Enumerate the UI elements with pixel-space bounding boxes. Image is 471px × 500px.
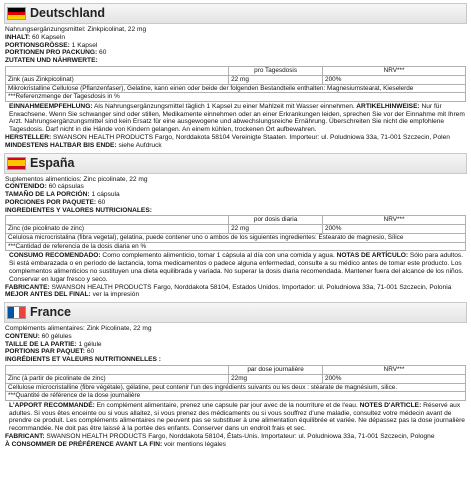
section-header bbox=[4, 153, 467, 174]
table-cell: 200% bbox=[323, 225, 466, 234]
info-line: CONTENIDO: 60 cápsulas bbox=[5, 183, 84, 191]
manufacturer-paragraph: FABRICANTE: SWANSON HEALTH PRODUCTS Fargo, Norddakota 58104, Estados Unidos. Importador: ul. Poludniowa 33a, 71-001 Szczecin, Polonia bbox=[5, 283, 452, 291]
product-line: Nahrungsergänzungsmittel: Zinkpicolinat, 22 mg bbox=[5, 26, 147, 33]
flag-fr-icon bbox=[7, 306, 26, 319]
table-cell: Zink (aus Zinkpicolinat) bbox=[6, 75, 229, 84]
table-cell: 200% bbox=[323, 374, 466, 383]
table-header-cell bbox=[6, 216, 229, 225]
section-header bbox=[4, 302, 467, 323]
nutrition-table bbox=[5, 215, 466, 234]
usage-paragraph: CONSUMO RECOMENDADO: Como complemento alimenticio, tomar 1 cápsula al día con una comida y agua. NOTAS DE ARTÍCULO: Sólo para adultos. Si está embarazada o en período de lactancia, toma medicamentos o padece alguna enfermedad, consulte a su médico antes de tomar este producto. Los complementos alimenticios no sustituyen una dieta equilibrada y variada. No superar la dosis diaria recomendada. Mantener fuera del alcance de los niños. Conservar en lugar fresco y seco. bbox=[9, 252, 464, 283]
info-line: INHALT: 60 Kapseln bbox=[5, 33, 65, 41]
country-title: France bbox=[30, 305, 71, 320]
info-line: PORTIONSGRÖSSE: 1 Kapsel bbox=[5, 41, 98, 49]
nutrition-table bbox=[5, 66, 466, 85]
info-line: TAILLE DE LA PARTIE: 1 gélule bbox=[5, 340, 102, 348]
ingredients-text: Mikrokristalline Cellulose (Pflanzenfaser), Gelatine, kann einen oder beide der folgenden Bestandteile enthalten: Magnesiumstearat, Kieselerde bbox=[5, 85, 466, 94]
section-de bbox=[4, 3, 467, 153]
info-line: CONTENU: 60 gélules bbox=[5, 332, 72, 340]
info-line: PORTIONS PAR PAQUET: 60 bbox=[5, 348, 95, 356]
nutrition-table bbox=[5, 365, 466, 384]
footnote-text: ***Referenzmenge der Tagesdosis in % bbox=[5, 93, 466, 102]
table-cell: 22 mg bbox=[229, 225, 323, 234]
table-header-cell bbox=[6, 365, 229, 374]
country-title: Deutschland bbox=[30, 6, 106, 21]
section-fr bbox=[4, 302, 467, 452]
info-line: TAMAÑO DE LA PORCIÓN: 1 cápsula bbox=[5, 191, 120, 199]
table-header-row bbox=[6, 66, 466, 75]
info-line: ZUTATEN UND NÄHRWERTE: bbox=[5, 57, 98, 65]
table-header-row bbox=[6, 216, 466, 225]
flag-es-icon bbox=[7, 157, 26, 170]
table-cell: 200% bbox=[323, 75, 466, 84]
footnote-text: ***Quantité de référence de la dose journalière bbox=[5, 392, 466, 401]
table-header-cell: NRV*** bbox=[323, 216, 466, 225]
table-header-cell: por dosis diaria bbox=[229, 216, 323, 225]
section-content bbox=[4, 323, 467, 452]
ingredients-text: Cellulose microcristalline (fibre végétale), gélatine, peut contenir l'un des ingrédients suivants ou les deux : stéarate de magnésium, silice. bbox=[5, 384, 466, 393]
info-line: PORCIONES POR PAQUETE: 60 bbox=[5, 198, 106, 206]
section-content bbox=[4, 24, 467, 153]
table-header-cell: pro Tagesdosis bbox=[229, 66, 323, 75]
table-row bbox=[6, 225, 466, 234]
table-cell: Zinc (de picolinato de zinc) bbox=[6, 225, 229, 234]
usage-paragraph: L'APPORT RECOMMANDÉ: En complément alimentaire, prenez une capsule par jour avec de la nourriture et de l'eau. NOTES D'ARTICLE: Réservé aux adultes. Si vous êtes enceinte ou si vous allaitez, si vous prenez des médicaments ou si vous souffrez d'une maladie, consultez votre médecin avant de prendre ce produit. Les compléments alimentaires ne peuvent pas se substituer à une alimentation équilibrée et variée. Ne dépassez pas la dose journalière recommandée. Ne doit pas être laissé à la portée des enfants. Conserver dans un endroit frais et sec. bbox=[9, 401, 465, 433]
manufacturer-paragraph: HERSTELLER: SWANSON HEALTH PRODUCTS Fargo, Norddakota 58104 Vereinigte Staaten. Importeur: ul. Poludniowa 33a, 71-001 Szczecin, Polen bbox=[5, 133, 450, 141]
best-before-paragraph: MINDESTENS HALTBAR BIS ENDE: siehe Aufdruck bbox=[5, 141, 162, 149]
table-header-cell: NRV*** bbox=[323, 66, 466, 75]
info-line: INGREDIENTES Y VALORES NUTRICIONALES: bbox=[5, 206, 152, 214]
table-row bbox=[6, 374, 466, 383]
country-title: España bbox=[30, 155, 75, 170]
usage-paragraph: EINNAHMEEMPFEHLUNG: Als Nahrungsergänzungsmittel täglich 1 Kapsel zu einer Mahlzeit mit Wasser einnehmen. ARTIKELHINWEISE: Nur für Erwachsene. Wenn Sie schwanger sind oder stillen, Medikamente einnehmen oder an einer Erkrankungen leiden, sprechen Sie vor der Einnahme mit Ihrem Arzt. Nahrungsergänzungsmittel sind kein Ersatz für eine ausgewogene und abwechslungsreiche Ernährung. Überschreiten Sie nicht die empfohlene Tagesdosis. Darf nicht in die Hände von Kindern gelangen. An einem kühlen, trockenen Ort aufbewahren. bbox=[9, 102, 465, 134]
table-cell: 22mg bbox=[229, 374, 323, 383]
table-row bbox=[6, 75, 466, 84]
info-line: PORTIONEN PRO PACKUNG: 60 bbox=[5, 49, 107, 57]
manufacturer-paragraph: FABRICANT: SWANSON HEALTH PRODUCTS Fargo, Norddakota 58104, États-Unis. Importateur: ul. Poludniowa 33a, 71-001 Szczecin, Pologne bbox=[5, 433, 435, 441]
table-header-cell: par dose journalière bbox=[229, 365, 323, 374]
product-line: Compléments alimentaires: Zink Picolinate, 22 mg bbox=[5, 325, 152, 333]
table-cell: Zinc (à partir de picolinate de zinc) bbox=[6, 374, 229, 383]
section-content bbox=[4, 174, 467, 303]
section-es bbox=[4, 153, 467, 303]
ingredients-text: Celulosa microcristalina (fibra vegetal), gelatina, puede contener uno o ambos de los siguientes ingredientes: Estearato de magnesio, Sílice bbox=[5, 234, 466, 243]
best-before-paragraph: À CONSOMMER DE PRÉFÉRENCE AVANT LA FIN: voir mentions légales bbox=[5, 440, 226, 448]
section-header bbox=[4, 3, 467, 24]
footnote-text: ***Cantidad de referencia de la dosis diaria en % bbox=[5, 243, 466, 252]
table-cell: 22 mg bbox=[229, 75, 323, 84]
table-header-cell: NRV*** bbox=[323, 365, 466, 374]
table-header-row bbox=[6, 365, 466, 374]
info-line: INGRÉDIENTS ET VALEURS NUTRITIONNELLES : bbox=[5, 356, 161, 364]
flag-de-icon bbox=[7, 7, 26, 20]
table-header-cell bbox=[6, 66, 229, 75]
best-before-paragraph: MEJOR ANTES DEL FINAL: ver la impresión bbox=[5, 291, 140, 299]
product-line: Suplementos alimenticios: Zinc picolinate, 22 mg bbox=[5, 175, 148, 183]
